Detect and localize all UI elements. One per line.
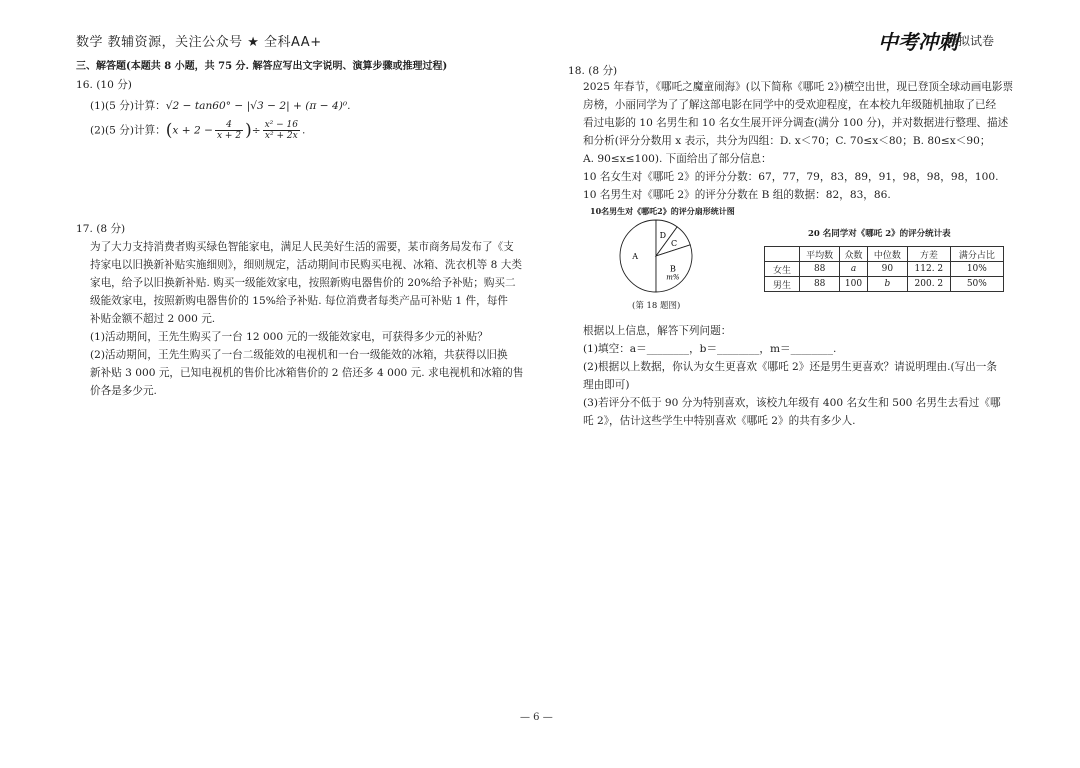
paren-left: ( [165,120,173,141]
division-sign: ÷ [251,124,261,137]
q18-questions [583,322,1001,430]
table-header-cell: 平均数 [800,247,840,262]
pie-chart [615,215,715,297]
stats-table [764,246,1004,292]
table-header-cell: 中位数 [867,247,907,262]
table-header-row [765,247,1004,262]
fraction-1-denominator: x + 2 [216,131,242,141]
fraction-2-numerator: x² − 16 [264,120,298,130]
q17-line: 补贴金额不超过 2 000 元. [90,313,216,325]
q18-line: 看过电影的 10 名男生和 10 名女生展开评分调查(满分 100 分)，并对数据进行整理、描述 [583,117,1009,129]
q18-boys-b-scores: 10 名男生对《哪吒 2》的评分分数在 B 组的数据：82，83，86. [583,189,891,201]
table-header-cell: 众数 [840,247,867,262]
brand-subtitle: 模拟试卷 [946,34,995,48]
table-cell: 100 [840,277,867,292]
q16-part1 [90,97,350,115]
q18-question-line: (1)填空：a＝________，b＝________，m＝________. [583,343,837,355]
q16-number: 16. (10 分) [76,79,132,91]
q18-line: 和分析(评分分数用 x 表示，共分为四组：D. x＜70；C. 70≤x＜80；B. 80≤x＜90； [583,135,991,147]
table-cell: 90 [867,262,907,277]
q18-intro [583,78,1013,204]
table-header-cell: 满分占比 [950,247,1003,262]
table-row [765,277,1004,292]
table-header-cell: 方差 [908,247,951,262]
q16-part1-prefix: (1)(5 分)计算： [90,100,166,112]
q18-line: 2025 年春节，《哪吒之魔童闹海》(以下简称《哪吒 2》)横空出世，现已登顶全球动画电影票 [583,81,1014,93]
fraction-1-numerator: 4 [215,120,243,131]
q17-sub1: (1)活动期间，王先生购买了一台 12 000 元的一级能效家电，可获得多少元的补贴？ [90,331,488,343]
q17-body [90,238,523,400]
header-source-note: 数学 教辅资源，关注公众号 ★ 全科AA+ [76,35,322,50]
q16-part2-prefix: (2)(5 分)计算： [90,124,166,137]
figure-caption: (第 18 题图) [632,301,681,311]
q18-question-line: 理由即可) [583,379,630,391]
table-header-cell [765,247,800,262]
q17-line: 为了大力支持消费者购买绿色智能家电，满足人民美好生活的需要，某市商务局发布了《支 [90,241,514,253]
table-cell: 88 [800,277,840,292]
pie-label-d: D [659,230,667,240]
q17-sub2-line: 价各是多少元. [90,385,157,397]
table-cell: 10% [950,262,1003,277]
q16-part2-end: . [302,124,306,137]
q17-sub2-line: 新补贴 3 000 元，已知电视机的售价比冰箱售价的 2 倍还多 4 000 元. 求电视机和冰箱的售 [90,367,524,379]
q17-sub2-line: (2)活动期间，王先生购买了一台二级能效的电视机和一台一级能效的冰箱，共获得以旧换 [90,349,508,361]
q18-line: 房榜，小丽同学为了了解这部电影在同学中的受欢迎程度，在本校九年级随机抽取了已经 [583,99,997,111]
table-cell: 男生 [765,277,800,292]
table-cell: 88 [800,262,840,277]
q18-question-line: 根据以上信息，解答下列问题： [583,325,732,337]
q17-line: 家电，给予以旧换新补贴. 购买一级能效家电，按照新购电器售价的 20%给予补贴；购买二 [90,277,516,289]
fraction-2-denominator: x² + 2x [264,131,298,141]
table-cell: 50% [950,277,1003,292]
table-cell: 112. 2 [908,262,951,277]
pie-label-percent: m% [666,273,680,282]
table-cell: b [867,277,907,292]
q16-part1-expression: √2 − tan60° − |√3 − 2| + (π − 4)⁰. [165,100,351,112]
table-cell: 200. 2 [908,277,951,292]
pie-label-b: B [669,264,676,274]
q17-number: 17. (8 分) [76,223,126,235]
fraction-1 [215,120,243,141]
q18-question-line: 吒 2》，估计这些学生中特别喜欢《哪吒 2》的共有多少人. [583,415,856,427]
pie-label-c: C [670,238,678,248]
table-cell: 女生 [765,262,800,277]
q16-part2 [90,120,305,141]
table-title: 20 名同学对《哪吒 2》的评分统计表 [808,229,951,239]
pie-label-a: A [632,252,639,261]
table-cell: a [840,262,867,277]
brand-logo-text: 中考冲刺 [878,30,958,54]
q17-line: 级能效家电，按照新购电器售价的 15%给予补贴. 每位消费者每类产品可补贴 1 件，每件 [90,295,508,307]
pie-chart-title: 10名男生对《哪吒2》的评分扇形统计图 [590,206,735,216]
q18-girls-scores: 10 名女生对《哪吒 2》的评分分数：67，77，79，83，89，91，98，98，98，100. [583,171,999,183]
page-number: — 6 — [520,712,553,723]
section-title: 三、解答题(本题共 8 小题，共 75 分. 解答应写出文字说明、演算步骤或推理过程) [76,61,448,72]
q18-line: A. 90≤x≤100). 下面给出了部分信息： [583,153,772,165]
q18-question-line: (3)若评分不低于 90 分为特别喜欢，该校九年级有 400 名女生和 500 名男生去看过《哪 [583,397,1001,409]
paren-right: ) [245,120,252,141]
q18-question-line: (2)根据以上数据，你认为女生更喜欢《哪吒 2》还是男生更喜欢？请说明理由.(写出一条 [583,361,997,373]
q17-line: 持家电以旧换新补贴实施细则》，细则规定，活动期间市民购买电视、冰箱、洗衣机等 8 大类 [90,259,522,271]
q16-part2-terms: x + 2 − [172,124,213,137]
fraction-2 [263,120,300,141]
table-row [765,262,1004,277]
q18-number: 18. (8 分) [568,65,618,77]
